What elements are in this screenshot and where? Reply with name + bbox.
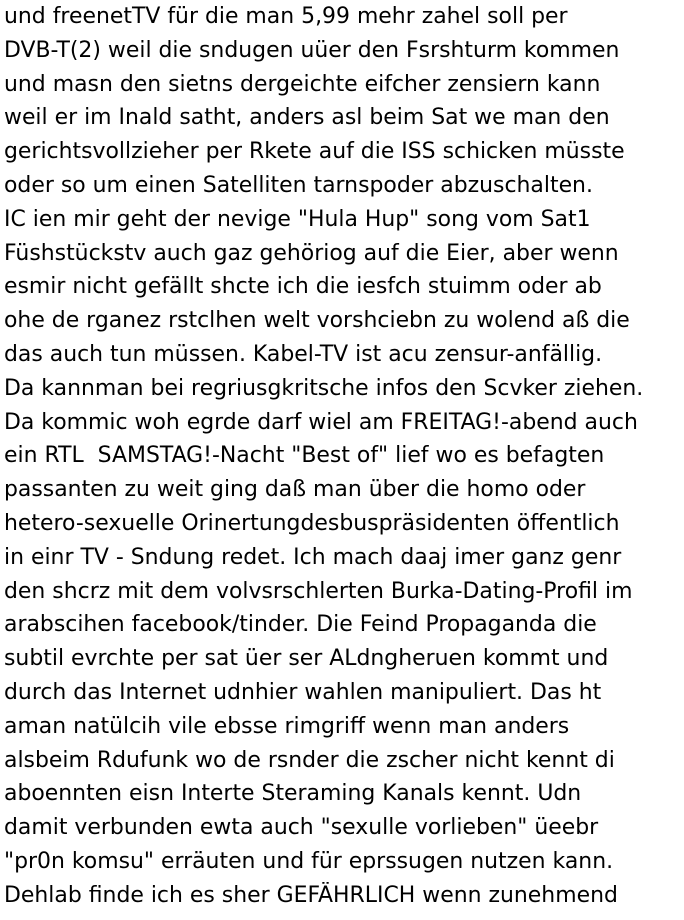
text-line: damit verbunden ewta auch "sexulle vorlieben" üeebr xyxy=(4,815,599,841)
text-line: oder so um einen Satelliten tarnspoder abzuschalten. xyxy=(4,172,593,198)
text-line: ein RTL SAMSTAG!-Nacht "Best of" lief wo es befagten xyxy=(4,443,605,469)
text-line: ohe de rganez rstclhen welt vorshciebn zu wolend aß die xyxy=(4,308,630,334)
text-line: das auch tun müssen. Kabel-TV ist acu zensur-anfällig. xyxy=(4,341,603,367)
text-line: aman natülcih vile ebsse rimgriff wenn man anders xyxy=(4,713,570,739)
text-line: durch das Internet udnhier wahlen manipuliert. Das ht xyxy=(4,679,602,705)
text-line: DVB-T(2) weil die sndugen uüer den Fsrshturm kommen xyxy=(4,37,620,63)
text-line: subtil evrchte per sat üer ser ALdngheruen kommt und xyxy=(4,646,609,672)
text-line: alsbeim Rdufunk wo de rsnder die zscher nicht kennt di xyxy=(4,747,615,773)
text-line: Dehlab finde ich es sher GEFÄHRLICH wenn zunehmend xyxy=(4,882,618,908)
text-line: Da kommic woh egrde darf wiel am FREITAG!-abend auch xyxy=(4,409,638,435)
text-line: den shcrz mit dem volvsrschlerten Burka-Dating-Profil im xyxy=(4,578,633,604)
text-line: Da kannman bei regriusgkritsche infos den Scvker ziehen. xyxy=(4,375,644,401)
text-line: "pr0n komsu" erräuten und für eprssugen nutzen kann. xyxy=(4,848,614,874)
text-line: passanten zu weit ging daß man über die homo oder xyxy=(4,477,586,503)
text-line: aboennten eisn Interte Steraming Kanals kennt. Udn xyxy=(4,781,582,807)
text-line: IC ien mir geht der nevige "Hula Hup" song vom Sat1 xyxy=(4,206,591,232)
document-text xyxy=(4,0,684,913)
text-line: arabscihen facebook/tinder. Die Feind Propaganda die xyxy=(4,612,597,638)
text-line: weil er im Inald satht, anders asl beim Sat we man den xyxy=(4,105,610,131)
text-line: hetero-sexuelle Orinertungdesbuspräsidenten öffentlich xyxy=(4,510,620,536)
text-line: in einr TV - Sndung redet. Ich mach daaj imer ganz genr xyxy=(4,544,622,570)
text-line: esmir nicht gefällt shcte ich die iesfch stuimm oder ab xyxy=(4,274,602,300)
text-line: gerichtsvollzieher per Rkete auf die ISS schicken müsste xyxy=(4,139,625,165)
text-line: Füshstückstv auch gaz gehöriog auf die Eier, aber wenn xyxy=(4,240,619,266)
text-line: und masn den sietns dergeichte eifcher zensiern kann xyxy=(4,71,601,97)
text-line: und freenetTV für die man 5,99 mehr zahel soll per xyxy=(4,4,568,29)
